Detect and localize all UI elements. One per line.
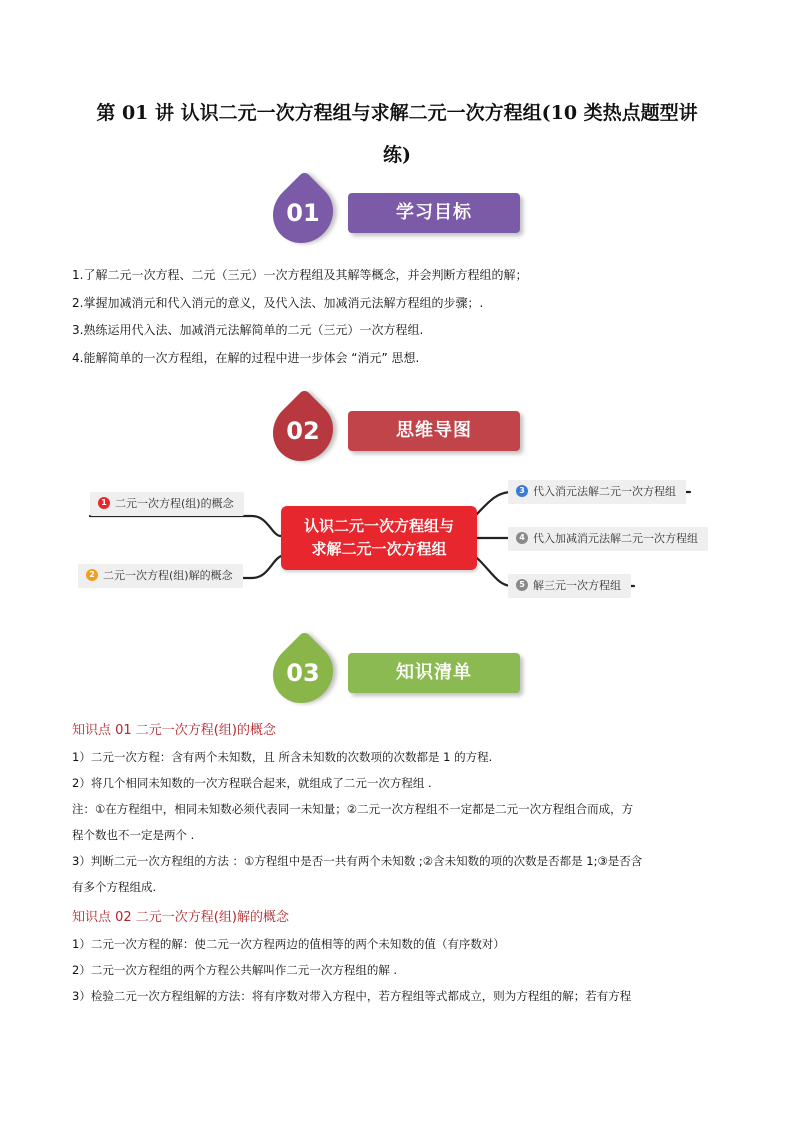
node-label: 解三元一次方程组: [533, 579, 621, 592]
body-line: 3）判断二元一次方程组的方法 ：①方程组中是否一共有两个未知数 ;②含未知数的项的次数是否都是 1;③是否含: [72, 854, 643, 868]
goal-item: 4.能解简单的一次方程组，在解的过程中进一步体会 “消元” 思想.: [72, 350, 420, 365]
body-line: 2）二元一次方程组的两个方程公共解叫作二元一次方程组的解 .: [72, 963, 398, 977]
section-label: 学习目标: [348, 193, 520, 233]
body-line: 程个数也不一定是两个 .: [72, 828, 195, 842]
center-line-1: 认识二元一次方程组与: [303, 517, 454, 535]
section-number: 02: [286, 417, 320, 445]
knowledge-point-body: [72, 744, 730, 900]
mindmap-node-5: [508, 574, 631, 598]
body-line: 1）二元一次方程：含有两个未知数，且 所含未知数的次数项的次数都是 1 的方程.: [72, 750, 493, 764]
node-label: 代入消元法解二元一次方程组: [533, 485, 676, 498]
section-label: 知识清单: [348, 653, 520, 693]
node-label: 二元一次方程(组)的概念: [115, 497, 234, 510]
node-label: 二元一次方程(组)解的概念: [103, 569, 233, 582]
body-line: 1）二元一次方程的解：使二元一次方程两边的值相等的两个未知数的值（有序数对）: [72, 937, 505, 951]
body-line: 2）将几个相同未知数的一次方程联合起来，就组成了二元一次方程组 .: [72, 776, 432, 790]
knowledge-point-heading: 知识点 02 二元一次方程(组)解的概念: [72, 910, 289, 925]
section-label: 思维导图: [348, 411, 520, 451]
body-line: 3）检验二元一次方程组解的方法：将有序数对带入方程中，若方程组等式都成立，则为方程组的解；若有方程: [72, 989, 632, 1003]
connector-line: [90, 516, 281, 536]
body-line: 注：①在方程组中，相同未知数必须代表同一未知量；②二元一次方程组不一定都是二元一次方程组合而成，方: [72, 802, 634, 816]
goal-item: 3.熟练运用代入法、加减消元法解简单的二元（三元）一次方程组.: [72, 323, 424, 337]
goal-item: 1.了解二元一次方程、二元（三元）一次方程组及其解等概念，并会判断方程组的解；: [72, 268, 528, 282]
title-line-1: 第 01 讲 认识二元一次方程组与求解二元一次方程组(10 类热点题型讲: [96, 102, 698, 124]
number-badge-icon: 5: [516, 579, 528, 591]
node-label: 代入加减消元法解二元一次方程组: [533, 532, 698, 545]
number-badge-icon: 4: [516, 532, 528, 544]
section-number: 01: [286, 199, 320, 227]
mindmap-node-3: [508, 480, 686, 504]
mindmap-node-4: [508, 527, 708, 551]
goal-item: 2.掌握加减消元和代入消元的意义，及代入法、加减消元法解方程组的步骤；.: [72, 295, 484, 310]
section-number: 03: [286, 659, 320, 687]
knowledge-point-heading: 知识点 01 二元一次方程(组)的概念: [72, 723, 276, 738]
section-banner-knowledge: [272, 644, 542, 704]
number-badge-icon: 1: [98, 497, 110, 509]
center-line-2: 求解二元一次方程组: [311, 540, 447, 558]
mindmap-center-node: [281, 506, 477, 570]
mindmap-node-1: [90, 492, 244, 516]
knowledge-point-body: [72, 931, 730, 1009]
body-line: 有多个方程组成.: [72, 880, 157, 894]
number-badge-icon: 2: [86, 569, 98, 581]
number-badge-icon: 3: [516, 485, 528, 497]
mindmap-node-2: [78, 564, 243, 588]
title-line-2: 练): [383, 144, 411, 166]
